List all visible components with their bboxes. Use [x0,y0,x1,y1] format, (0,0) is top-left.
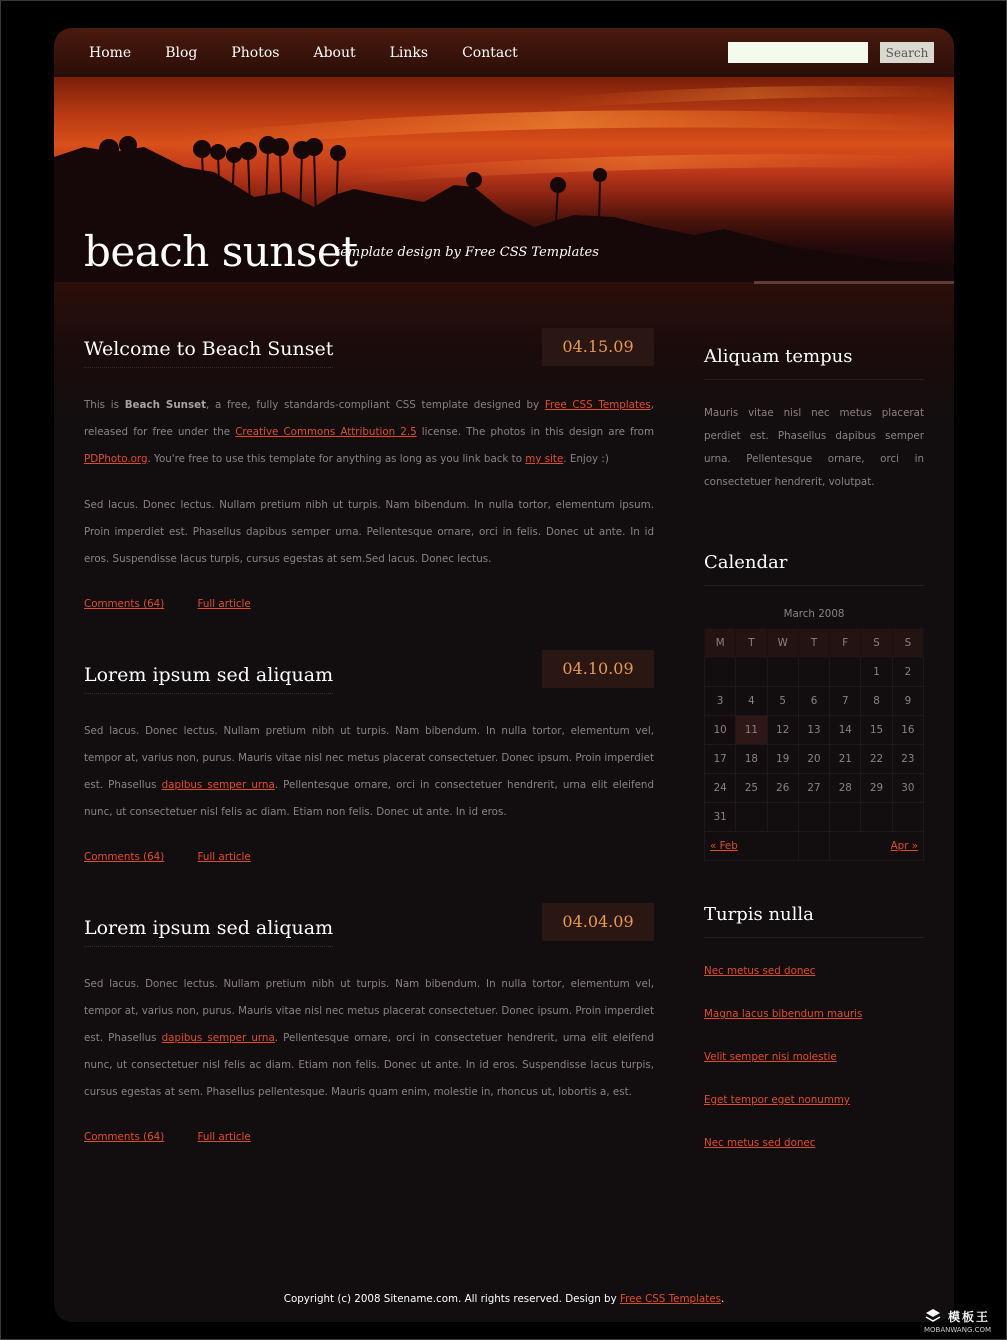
calendar-day: 30 [892,774,923,803]
list-item [704,1051,924,1094]
sidebar-link[interactable]: Nec metus sed donec [704,965,816,977]
comments-link[interactable]: Comments (64) [84,1131,165,1143]
calendar-day [798,803,829,832]
post-links [84,598,281,610]
footer [54,1293,954,1305]
calendar-day-header: T [798,629,829,658]
calendar-day-header: F [830,629,861,658]
comments-link[interactable]: Comments (64) [84,851,165,863]
footer-text: Copyright (c) 2008 Sitename.com. All rights reserved. Design by [283,1293,620,1305]
calendar-prev-link[interactable]: « Feb [710,840,738,852]
post-body [84,971,654,1125]
calendar-day: 21 [830,745,861,774]
nav-home[interactable]: Home [89,45,132,61]
header-banner [54,77,954,288]
calendar-day: 5 [767,687,798,716]
calendar-day: 16 [892,716,923,745]
post-title[interactable]: Welcome to Beach Sunset [84,338,333,368]
calendar-day: 17 [705,745,736,774]
text: . You're free to use this template for anything as long as you link back to [147,453,526,465]
list-item [704,965,924,1008]
calendar-day [736,658,767,687]
calendar-day: 28 [830,774,861,803]
footer-design-link[interactable]: Free CSS Templates [619,1293,721,1305]
full-article-link[interactable]: Full article [197,598,251,610]
post-paragraph [84,971,654,1106]
calendar-day: 29 [861,774,892,803]
site-title: beach sunset [84,227,358,276]
sidebar-link[interactable]: Eget tempor eget nonummy [704,1094,850,1106]
nav-contact[interactable]: Contact [462,45,518,61]
calendar-day: 13 [798,716,829,745]
nav-about[interactable]: About [313,45,356,61]
calendar-day: 9 [892,687,923,716]
calendar-day: 22 [861,745,892,774]
calendar-day [767,658,798,687]
page-container [54,28,954,1322]
calendar-day: 11 [736,716,767,745]
calendar-day: 2 [892,658,923,687]
sidebar-link[interactable]: Magna lacus bibendum mauris [704,1008,863,1020]
text: This is [84,399,125,411]
nav-photos[interactable]: Photos [231,45,280,61]
text: , released for free under the [84,399,654,438]
calendar-day: 19 [767,745,798,774]
sidebar-text: Mauris vitae nisl nec metus placerat perdiet est. Phasellus dapibus semper urna. Pellentesque ornare, orci in consectetuer hendrerit, volutpat. [704,407,924,488]
post-date: 04.15.09 [542,328,654,366]
site-tagline: template design by Free CSS Templates [335,245,599,260]
post-paragraph: Sed lacus. Donec lectus. Nullam pretium nibh ut turpis. Nam bibendum. In nulla tortor, elementum ipsum. Proin imperdiet est. Phasellus dapibus semper urna. Pellentesque ornare, orci in felis. Donec ut ante. In id eros. Suspendisse lacus turpis, cursus egestas at sem.Sed lacus. Donec lectus. [84,499,654,565]
text: . Pellentesque ornare, orci in consectetuer hendrerit, urna elit eleifend nunc, ut consectetuer nisl felis ac diam. Etiam non felis. Donec ut ante. In id eros. Suspendisse lacus turpis, cursus egestas at sem. Phasellus pellentesque. Mauris quam enim, molestie in, rhoncus ut, lobortis a, est. [84,1032,654,1098]
text: . Enjoy :) [563,453,609,465]
search-input[interactable] [728,42,868,63]
calendar-day: 10 [705,716,736,745]
calendar-day: 1 [861,658,892,687]
sidebar-link[interactable]: Velit semper nisi molestie [704,1051,837,1063]
calendar-day: 20 [798,745,829,774]
post-links [84,851,281,863]
sidebar-title-turpis: Turpis nulla [704,904,924,938]
dapibus-link[interactable]: dapibus semper urna [161,779,275,791]
watermark-logo-icon [924,1308,942,1324]
watermark-url: MOBANWANG.COM [924,1326,992,1334]
calendar-day: 3 [705,687,736,716]
calendar-day: 14 [830,716,861,745]
calendar-day: 18 [736,745,767,774]
watermark-title: 模板王 [948,1310,991,1324]
post-date: 04.04.09 [542,903,654,941]
calendar-day [767,803,798,832]
calendar-day [861,803,892,832]
calendar-caption: March 2008 [783,608,845,620]
full-article-link[interactable]: Full article [197,1131,251,1143]
sidebar-title-calendar: Calendar [704,552,924,586]
list-item [704,1008,924,1051]
post-date: 04.10.09 [542,650,654,688]
calendar-day: 26 [767,774,798,803]
dapibus-link[interactable]: dapibus semper urna [161,1032,275,1044]
calendar-day [830,803,861,832]
free-css-templates-link[interactable]: Free CSS Templates [544,399,651,411]
bold-text: Beach Sunset [124,399,207,411]
calendar-day: 4 [736,687,767,716]
text: license. The photos in this design are from [416,426,655,438]
comments-link[interactable]: Comments (64) [84,598,165,610]
nav-links[interactable]: Links [389,45,429,61]
text: . Pellentesque ornare, orci in consectetuer hendrerit, urna elit eleifend nunc, ut consectetuer nisl felis ac diam. Etiam non felis. Donec ut ante. In id eros. [84,779,654,818]
text: Sed lacus. Donec lectus. Nullam pretium nibh ut turpis. Nam bibendum. In nulla tortor, elementum vel, tempor at, varius non, purus. Mauris vitae nisl nec metus placerat consectetuer. Donec ipsum. Proin imperdiet est. Phasellus [84,725,654,791]
list-item [704,1137,924,1180]
calendar-next-link[interactable]: Apr » [890,840,918,852]
post-title[interactable]: Lorem ipsum sed aliquam [84,917,333,947]
sidebar-link[interactable]: Nec metus sed donec [704,1137,816,1149]
post-links [84,1131,281,1143]
creative-commons-link[interactable]: Creative Commons Attribution 2.5 [235,426,417,438]
calendar-table [704,628,924,861]
calendar-day [830,658,861,687]
text: , a free, fully standards-compliant CSS template designed by [206,399,545,411]
sidebar-title-aliquam: Aliquam tempus [704,346,924,380]
calendar-day: 15 [861,716,892,745]
top-navigation [54,28,954,77]
calendar-day [705,658,736,687]
calendar-day: 24 [705,774,736,803]
calendar-day-header: S [892,629,923,658]
calendar-day: 27 [798,774,829,803]
calendar-day [736,803,767,832]
footer-end: . [720,1293,725,1305]
full-article-link[interactable]: Full article [197,851,251,863]
pdphoto-link[interactable]: PDPhoto.org [84,453,148,465]
calendar-day: 31 [705,803,736,832]
calendar-day-header: M [705,629,736,658]
post-body [84,718,654,845]
calendar-day: 8 [861,687,892,716]
my-site-link[interactable]: my site [525,453,564,465]
post-paragraph [84,718,654,826]
watermark [920,1306,1000,1336]
sidebar-link-list [704,965,924,1180]
calendar-day [798,658,829,687]
list-item [704,1094,924,1137]
calendar-day-header: W [767,629,798,658]
calendar-day-header: S [861,629,892,658]
post-body [84,392,654,592]
nav-menu [72,28,535,77]
post-paragraph [84,392,654,473]
post-title[interactable]: Lorem ipsum sed aliquam [84,664,333,694]
calendar-day: 25 [736,774,767,803]
calendar-day [892,803,923,832]
calendar-day: 12 [767,716,798,745]
nav-blog[interactable]: Blog [165,45,198,61]
calendar-day: 6 [798,687,829,716]
search-button[interactable]: Search [880,42,934,63]
calendar-day-header: T [736,629,767,658]
calendar-day: 23 [892,745,923,774]
text: Sed lacus. Donec lectus. Nullam pretium nibh ut turpis. Nam bibendum. In nulla tortor, elementum vel, tempor at, varius non, purus. Mauris vitae nisl nec metus placerat consectetuer. Donec ipsum. Proin imperdiet est. Phasellus [84,978,654,1044]
calendar-day: 7 [830,687,861,716]
